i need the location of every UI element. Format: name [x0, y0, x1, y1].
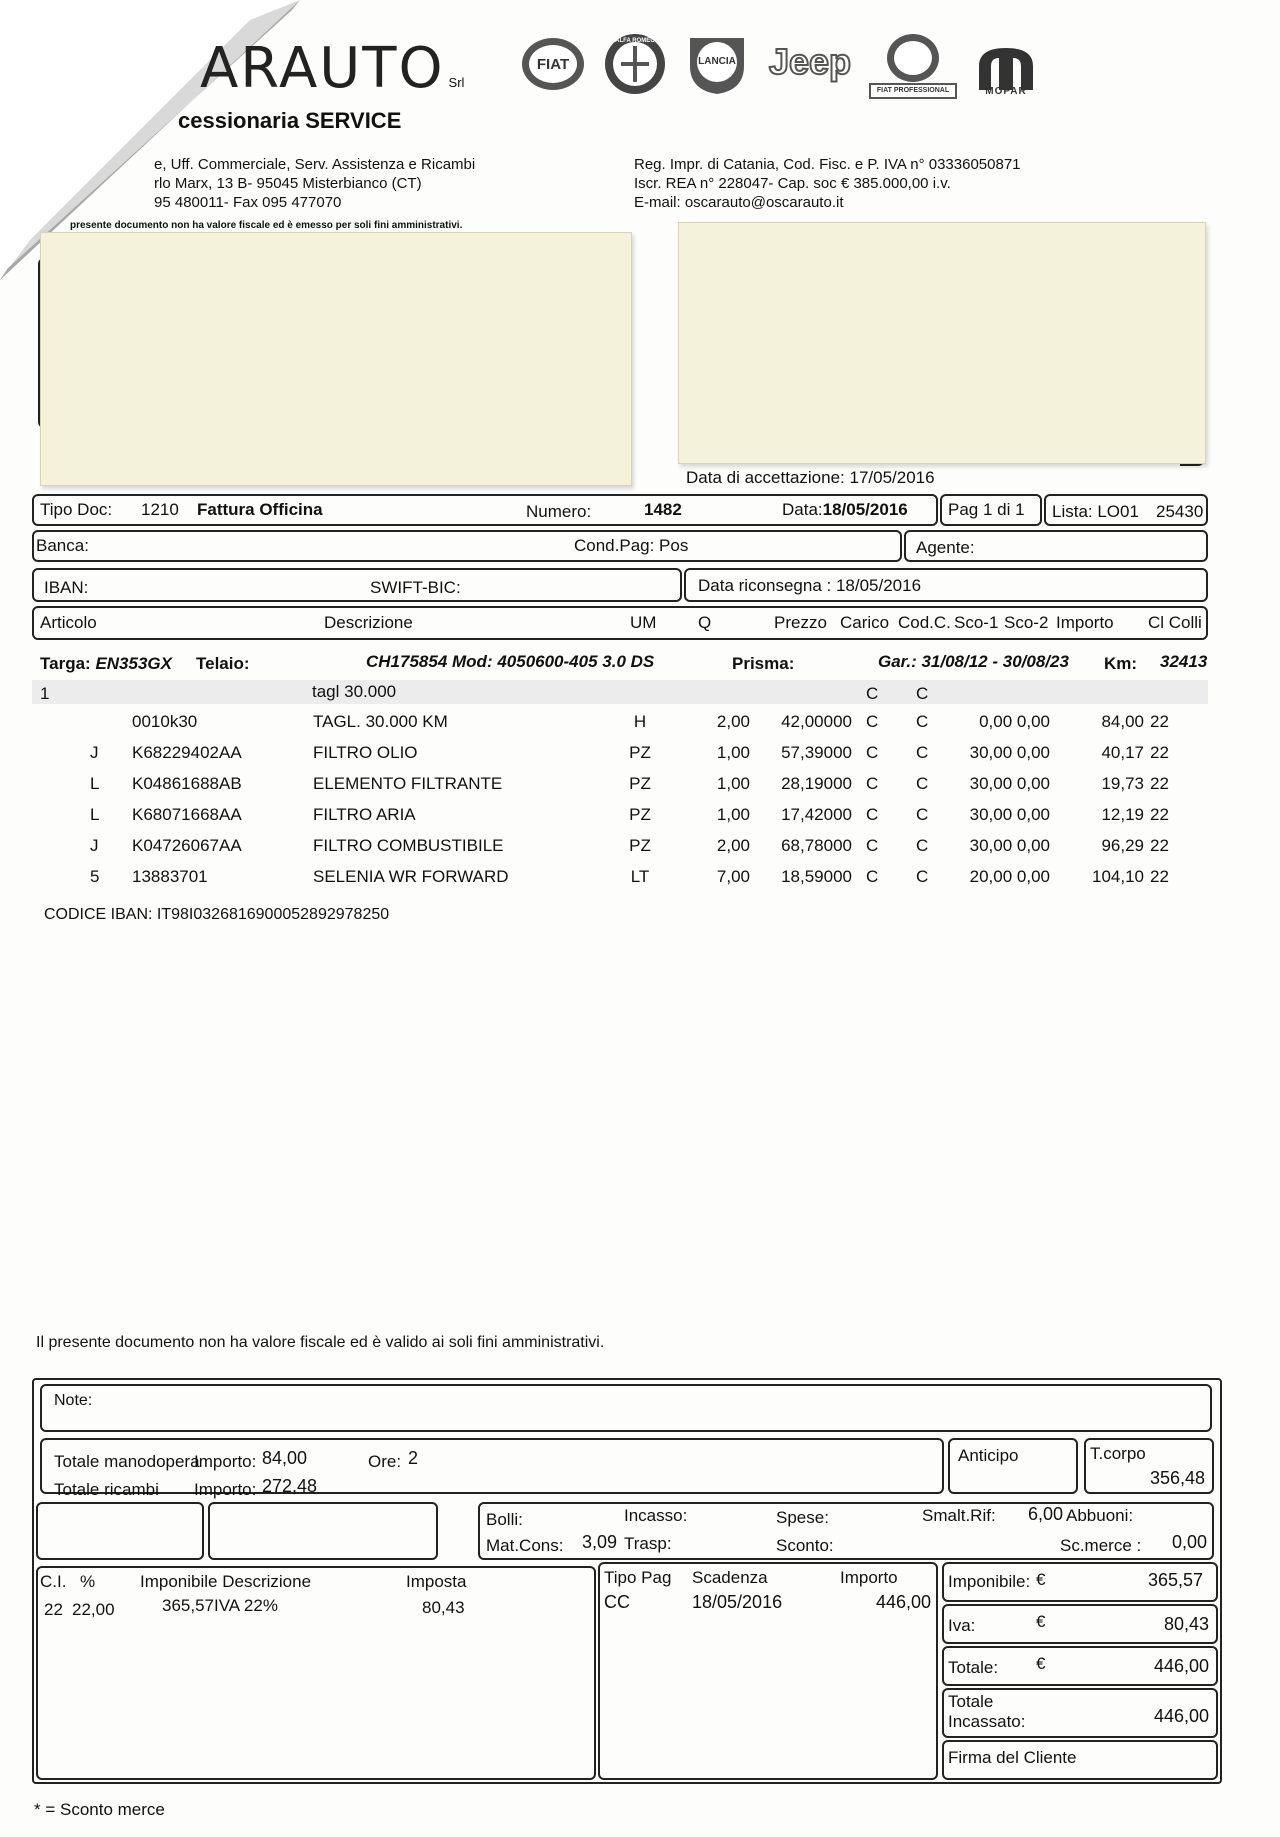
- group-band: [32, 680, 1208, 704]
- line-imp: 12,19: [1101, 805, 1144, 824]
- targa: Targa: EN353GX: [40, 654, 172, 673]
- tipo-doc-name: Fattura Officina: [197, 500, 323, 519]
- importo-pag-label: Importo: [840, 1568, 898, 1587]
- line-um: H: [633, 712, 647, 731]
- line-um: PZ: [629, 774, 651, 793]
- col-sco1: Sco-1: [954, 613, 999, 632]
- km-label: Km:: [1104, 654, 1138, 673]
- line-desc: TAGL. 30.000 KM: [313, 712, 448, 731]
- doc-date: Data:18/05/2016: [782, 500, 908, 519]
- line-art: 13883701: [132, 867, 208, 886]
- group-code-c1: C: [866, 684, 879, 703]
- iva-label: Iva:: [948, 1616, 976, 1635]
- scmerce-value: 0,00: [1172, 1532, 1208, 1552]
- iva-desc: IVA 22%: [214, 1596, 278, 1615]
- line-iva: 22: [1150, 743, 1169, 762]
- line-cl: J: [90, 836, 99, 855]
- line-um: PZ: [629, 805, 651, 824]
- manodopera-label: Totale manodopera: [54, 1452, 200, 1471]
- line-desc: SELENIA WR FORWARD: [313, 867, 509, 886]
- line-c2: C: [916, 712, 929, 731]
- line-c2: C: [916, 743, 929, 762]
- line-desc: FILTRO COMBUSTIBILE: [313, 836, 504, 855]
- sconto-label: Sconto:: [776, 1536, 834, 1555]
- iban-label: IBAN:: [44, 578, 89, 597]
- iva-breakdown-box: [36, 1566, 596, 1780]
- imponibile-label: Imponibile:: [948, 1572, 1031, 1591]
- line-um: LT: [630, 867, 650, 886]
- company-name: ARAUTO: [200, 36, 445, 101]
- disclaimer-bottom: Il presente documento non ha valore fiscale ed è valido ai soli fini amministrativi.: [36, 1334, 605, 1351]
- agente-label: Agente:: [916, 538, 975, 557]
- smalt-label: Smalt.Rif:: [922, 1506, 996, 1525]
- line-art: K04726067AA: [132, 836, 242, 855]
- telaio: CH175854 Mod: 4050600-405 3.0 DS: [366, 652, 655, 671]
- ore-label: Ore:: [368, 1452, 402, 1471]
- incasso-label: Incasso:: [624, 1506, 688, 1525]
- line-iva: 22: [1150, 805, 1169, 824]
- line-q: 2,00: [716, 712, 750, 731]
- line-imp: 84,00: [1101, 712, 1144, 731]
- importo-pag: 446,00: [876, 1592, 932, 1612]
- empty-box-2: [208, 1502, 438, 1560]
- firma-label: Firma del Cliente: [948, 1748, 1077, 1767]
- ricambi-importo: 272,48: [262, 1476, 318, 1496]
- line-um: PZ: [629, 743, 651, 762]
- line-cl: J: [90, 743, 99, 762]
- iva-pct: 22,00: [72, 1600, 115, 1619]
- lancia-logo: LANCIA: [684, 32, 750, 96]
- line-q: 1,00: [716, 743, 750, 762]
- ricambi-label: Totale ricambi: [54, 1480, 159, 1499]
- bolli-label: Bolli:: [486, 1510, 523, 1529]
- matcons-value: 3,09: [582, 1532, 618, 1552]
- iva-ci: 22: [44, 1600, 63, 1619]
- matcons-label: Mat.Cons:: [486, 1536, 564, 1555]
- col-clcolli: Cl Colli: [1148, 613, 1202, 632]
- iban-box: [32, 568, 682, 602]
- banca-label: Banca:: [36, 536, 89, 555]
- incassato-value: 446,00: [1154, 1706, 1210, 1726]
- line-cl: 5: [90, 867, 100, 886]
- group-code-c2: C: [916, 684, 929, 703]
- mopar-logo: MOPAR: [966, 36, 1046, 100]
- line-c2: C: [916, 867, 929, 886]
- col-sco2: Sco-2: [1004, 613, 1049, 632]
- col-importo: Importo: [1056, 613, 1114, 632]
- line-desc: FILTRO OLIO: [313, 743, 418, 762]
- line-prezzo: 18,59000: [781, 867, 852, 886]
- line-art: K68229402AA: [132, 743, 242, 762]
- line-c1: C: [866, 867, 879, 886]
- line-art: 0010k30: [132, 712, 198, 731]
- iva-value: 80,43: [1164, 1614, 1210, 1634]
- acceptance-date: Data di accettazione: 17/05/2016: [686, 468, 935, 487]
- line-prezzo: 57,39000: [781, 743, 852, 762]
- line-c1: C: [866, 712, 879, 731]
- totale-label: Totale:: [948, 1658, 999, 1677]
- line-cl: L: [90, 805, 100, 824]
- note-label: Note:: [54, 1392, 93, 1409]
- line-c1: C: [866, 805, 879, 824]
- line-imp: 104,10: [1092, 867, 1144, 886]
- km-value: 32413: [1160, 652, 1208, 671]
- col-codc: Cod.C.: [898, 613, 951, 632]
- numero-label: Numero:: [526, 502, 592, 521]
- line-iva: 22: [1150, 712, 1169, 731]
- line-c2: C: [916, 836, 929, 855]
- line-sco: 30,00 0,00: [969, 774, 1050, 793]
- line-c2: C: [916, 805, 929, 824]
- redaction-note-left: [40, 232, 632, 486]
- line-iva: 22: [1150, 836, 1169, 855]
- tcorpo-value: 356,48: [1150, 1468, 1206, 1488]
- spese-label: Spese:: [776, 1508, 829, 1527]
- manodopera-importo-label: Importo:: [194, 1452, 257, 1471]
- company-suffix: Srl: [448, 75, 465, 90]
- lista-value: 25430: [1156, 502, 1204, 521]
- col-carico: Carico: [840, 613, 890, 632]
- col-um: UM: [630, 613, 657, 632]
- euro-sign-1: €: [1036, 1570, 1046, 1589]
- disclaimer-top: presente documento non ha valore fiscale ed è emesso per soli fini amministrativi.: [70, 220, 463, 231]
- imponibile-value: 365,57: [1148, 1570, 1204, 1590]
- line-sco: 20,00 0,00: [969, 867, 1050, 886]
- col-descrizione: Descrizione: [324, 613, 413, 632]
- redaction-note-right: [678, 222, 1206, 464]
- col-q: Q: [698, 613, 712, 632]
- line-iva: 22: [1150, 867, 1169, 886]
- line-art: K68071668AA: [132, 805, 242, 824]
- jeep-logo: Jeep: [768, 41, 852, 82]
- empty-box-1: [36, 1502, 204, 1560]
- euro-sign-2: €: [1036, 1612, 1046, 1631]
- group-number: 1: [40, 684, 50, 703]
- imposta-label: Imposta: [406, 1572, 467, 1591]
- manodopera-importo: 84,00: [262, 1448, 308, 1468]
- iban-code: CODICE IBAN: IT98I0326816900052892978250: [44, 906, 390, 923]
- anticipo-label: Anticipo: [958, 1446, 1019, 1465]
- line-sco: 30,00 0,00: [969, 805, 1050, 824]
- line-prezzo: 28,19000: [781, 774, 852, 793]
- line-um: PZ: [629, 836, 651, 855]
- ore-value: 2: [408, 1448, 419, 1468]
- company-registration: Reg. Impr. di Catania, Cod. Fisc. e P. IVA n° 03336050871 Iscr. REA n° 228047- Cap. soc € 385.000,00 i.v. E-mail: oscarauto@oscarauto.it: [634, 156, 1021, 211]
- abbuoni-label: Abbuoni:: [1066, 1506, 1134, 1525]
- concession-title: cessionaria SERVICE: [178, 108, 402, 133]
- alfa-romeo-logo: ALFA ROMEO: [600, 32, 670, 96]
- line-prezzo: 42,00000: [781, 712, 852, 731]
- line-sco: 30,00 0,00: [969, 743, 1050, 762]
- line-desc: FILTRO ARIA: [313, 805, 416, 824]
- numero-value: 1482: [644, 500, 682, 519]
- line-cl: L: [90, 774, 100, 793]
- incassato-label: Totale Incassato:: [948, 1692, 1026, 1731]
- line-desc: ELEMENTO FILTRANTE: [313, 774, 503, 793]
- tipopag-label: Tipo Pag: [604, 1568, 672, 1587]
- iva-imposta: 80,43: [422, 1598, 465, 1617]
- cond-pag: Cond.Pag: Pos: [574, 536, 689, 555]
- lista-label: Lista: LO01: [1052, 502, 1139, 521]
- garanzia: Gar.: 31/08/12 - 30/08/23: [878, 652, 1069, 671]
- ci-label: C.I.: [40, 1572, 67, 1591]
- tipopag: CC: [604, 1592, 630, 1612]
- line-iva: 22: [1150, 774, 1169, 793]
- line-q: 7,00: [716, 867, 750, 886]
- iva-imponibile: 365,57: [162, 1596, 214, 1615]
- line-sco: 0,00 0,00: [979, 712, 1050, 731]
- scmerce-label: Sc.merce :: [1060, 1536, 1142, 1555]
- tipo-doc-code: 1210: [141, 500, 179, 519]
- tipo-doc-label: Tipo Doc:: [40, 500, 113, 519]
- company-address: e, Uff. Commerciale, Serv. Assistenza e Ricambi rlo Marx, 13 B- 95045 Misterbianco (CT) 95 480011- Fax 095 477070: [154, 156, 476, 211]
- trasp-label: Trasp:: [624, 1534, 672, 1553]
- line-q: 1,00: [716, 774, 750, 793]
- line-prezzo: 68,78000: [781, 836, 852, 855]
- riconsegna-date: Data riconsegna : 18/05/2016: [698, 576, 922, 595]
- tcorpo-label: T.corpo: [1090, 1444, 1146, 1463]
- group-desc: tagl 30.000: [312, 682, 397, 701]
- line-imp: 96,29: [1101, 836, 1144, 855]
- imponibile-desc-label: Imponibile Descrizione: [140, 1572, 312, 1591]
- fiat-logo: FIAT: [518, 36, 588, 92]
- legend: * = Sconto merce: [34, 1800, 165, 1819]
- ricambi-importo-label: Importo:: [194, 1480, 257, 1499]
- line-c1: C: [866, 836, 879, 855]
- fiat-professional-logo: FIAT PROFESSIONAL: [868, 32, 958, 100]
- euro-sign-3: €: [1036, 1654, 1046, 1673]
- note-box: [40, 1384, 1212, 1432]
- smalt-value: 6,00: [1028, 1504, 1064, 1524]
- scadenza-label: Scadenza: [692, 1568, 768, 1587]
- col-prezzo: Prezzo: [774, 613, 827, 632]
- page-count: Pag 1 di 1: [948, 500, 1025, 519]
- swift-label: SWIFT-BIC:: [370, 578, 461, 597]
- telaio-label: Telaio:: [196, 654, 250, 673]
- line-c1: C: [866, 774, 879, 793]
- line-c1: C: [866, 743, 879, 762]
- line-c2: C: [916, 774, 929, 793]
- prisma-label: Prisma:: [732, 654, 795, 673]
- banca-box: [32, 530, 902, 562]
- line-art: K04861688AB: [132, 774, 242, 793]
- col-articolo: Articolo: [40, 613, 97, 632]
- company-logo: [200, 36, 464, 101]
- line-imp: 40,17: [1101, 743, 1144, 762]
- line-imp: 19,73: [1101, 774, 1144, 793]
- line-q: 2,00: [716, 836, 750, 855]
- pct-label: %: [80, 1572, 96, 1591]
- line-sco: 30,00 0,00: [969, 836, 1050, 855]
- totale-value: 446,00: [1154, 1656, 1210, 1676]
- scadenza: 18/05/2016: [692, 1592, 783, 1612]
- line-q: 1,00: [716, 805, 750, 824]
- line-prezzo: 17,42000: [781, 805, 852, 824]
